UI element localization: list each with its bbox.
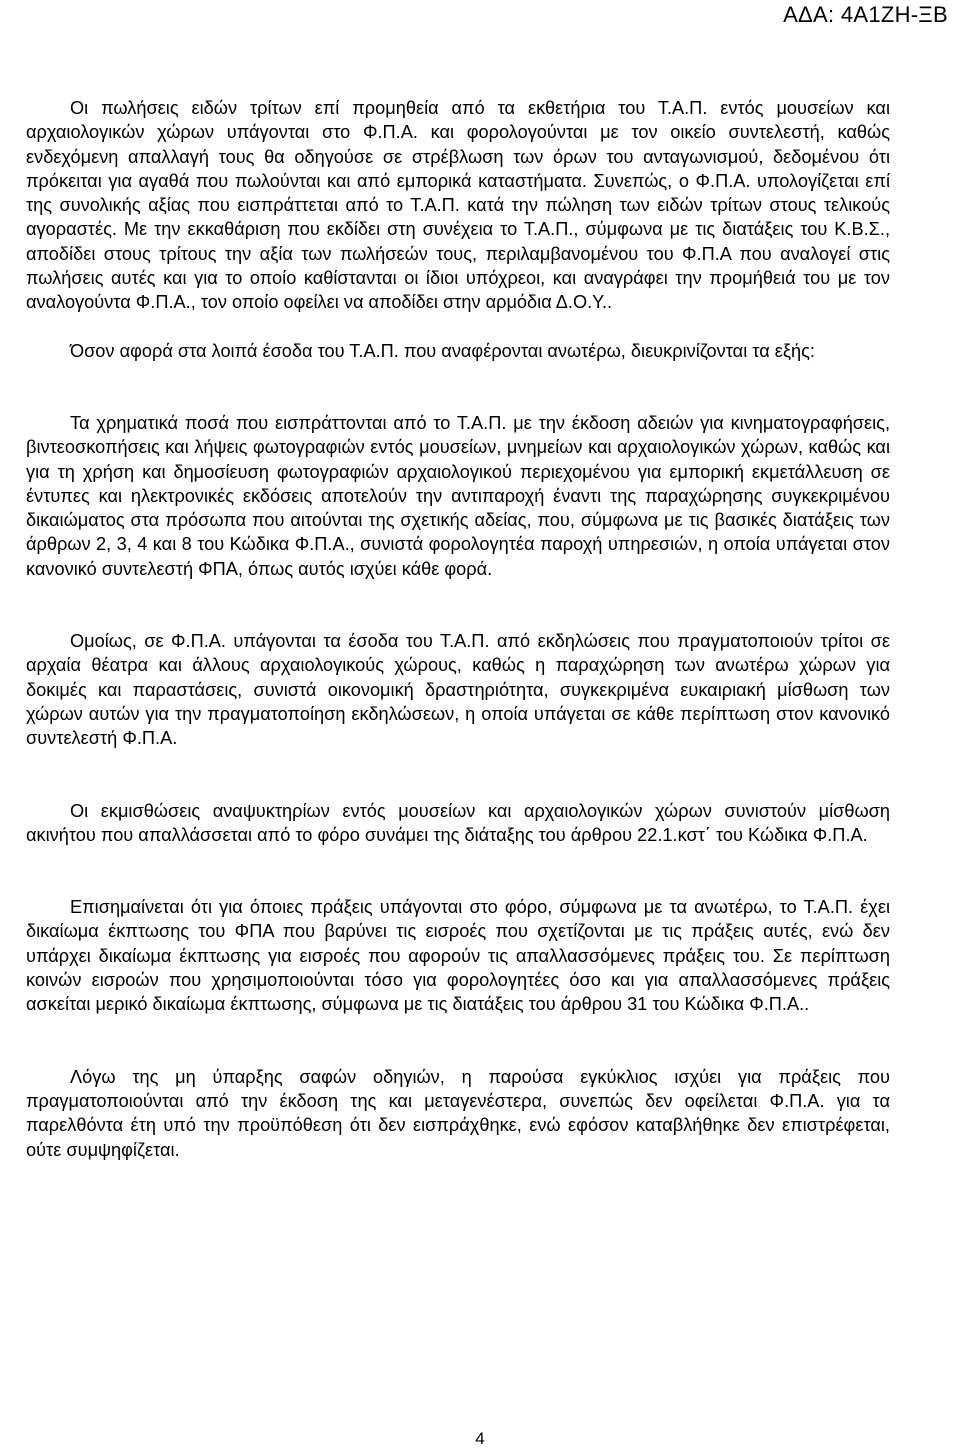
paragraph-gap (26, 581, 890, 629)
paragraph-effective-date: Λόγω της μη ύπαρξης σαφών οδηγιών, η παρούσα εγκύκλιος ισχύει για πράξεις που πραγματοποιούνται από την έκδοση της και μεταγενέστερα, συνεπώς δεν οφείλεται Φ.Π.Α. για τα παρελθόντα έτη υπό την προϋπόθεση ότι δεν εισπράχθηκε, ενώ εφόσον καταβλήθηκε δεν επιστρέφεται, ούτε συμψηφίζεται. (26, 1066, 890, 1160)
page-number: 4 (475, 1429, 485, 1448)
paragraph-refreshment-leases: Οι εκμισθώσεις αναψυκτηρίων εντός μουσείων και αρχαιολογικών χώρων συνιστούν μίσθωση ακινήτου που απαλλάσσεται από το φόρο συνάμει της διάταξης του άρθρου 22.1.κστ΄ του Κώδικα Φ.Π.Α. (26, 800, 890, 845)
paragraph-other-revenues: Όσον αφορά στα λοιπά έσοδα του Τ.Α.Π. που αναφέρονται ανωτέρω, διευκρινίζονται τα εξής: (70, 340, 815, 361)
paragraph-filming-licenses: Τα χρηματικά ποσά που εισπράττονται από το Τ.Α.Π. με την έκδοση αδειών για κινηματογραφήσεις, βιντεοσκοπήσεις και λήψεις φωτογραφιών εντός μουσείων, μνημείων και αρχαιολογικών χώρων, καθώς και για τη χρήση και δημοσίευση φωτογραφιών αρχαιολογικού περιεχομένου για εμπορική εκμετάλλευση σε έντυπες και ηλεκτρονικές εκδόσεις αποτελούν την αντιπαροχή έναντι της παραχώρησης συγκεκριμένου δικαιώματος στα πρόσωπα που αιτούνται της σχετικής αδείας, που, σύμφωνα με τις βασικές διατάξεις των άρθρων 2, 3, 4 και 8 του Κώδικα Φ.Π.Α., συνιστά φορολογητέα παροχή υπηρεσιών, η οποία υπάγεται στον κανονικό συντελεστή ΦΠΑ, όπως αυτός ισχύει κάθε φορά. (26, 412, 890, 579)
paragraph-theatre-events: Ομοίως, σε Φ.Π.Α. υπάγονται τα έσοδα του Τ.Α.Π. από εκδηλώσεις που πραγματοποιούν τρίτοι σε αρχαία θέατρα και άλλους αρχαιολογικούς χώρους, καθώς η παραχώρηση των ανωτέρω χώρων για δοκιμές και παραστάσεις, συνιστά οικονομική δραστηριότητα, συγκεκριμένα ευκαιριακή μίσθωση των χώρων αυτών για την πραγματοποίηση εκδηλώσεων, η οποία υπάγεται σε κάθε περίπτωση στον κανονικό συντελεστή Φ.Π.Α. (26, 631, 890, 749)
paragraph-gap (26, 315, 890, 339)
paragraph-third-party-sales: Οι πωλήσεις ειδών τρίτων επί προμηθεία από τα εκθετήρια του Τ.Α.Π. εντός μουσείων και αρχαιολογικών χώρων υπάγονται στο Φ.Π.Α. και φορολογούνται με τον οικείο συντελεστή, καθώς ενδεχόμενη απαλλαγή τους θα οδηγούσε σε στρέβλωση των όρων του ανταγωνισμού, δεδομένου ότι πρόκειται για αγαθά που πωλούνται και από εμπορικά καταστήματα. Συνεπώς, ο Φ.Π.Α. υπολογίζεται επί της συνολικής αξίας που εισπράττεται από το Τ.Α.Π. κατά την πώληση των ειδών τρίτων στους τελικούς αγοραστές. Με την εκκαθάριση που εκδίδει στη συνέχεια το Τ.Α.Π., σύμφωνα με τις διατάξεις του Κ.Β.Σ., αποδίδει στους τρίτους την αξία των πωλήσεών τους, περιλαμβανομένου του Φ.Π.Α που αναλογεί στις πωλήσεις αυτές και για το οποίο καθίστανται οι ίδιοι υπόχρεοι, και αναγράφει την προμήθειά του με τον αναλογούντα Φ.Π.Α., τον οποίο οφείλει να αποδίδει στην αρμόδια Δ.Ο.Υ.. (26, 98, 890, 313)
paragraph-gap (26, 847, 890, 895)
ada-code-header: ΑΔΑ: 4Α1ΖΗ-ΞΒ (783, 2, 948, 27)
paragraph-input-deduction: Επισημαίνεται ότι για όποιες πράξεις υπάγονται στο φόρο, σύμφωνα με τα ανωτέρω, το Τ.Α.Π. έχει δικαίωμα έκπτωσης του ΦΠΑ που βαρύνει τις εισροές που σχετίζονται με τις πράξεις αυτές, ενώ δεν υπάρχει δικαίωμα έκπτωσης για εισροές που αφορούν τις απαλλασσόμενες πράξεις του. Σε περίπτωση κοινών εισροών που χρησιμοποιούνται τόσο για φορολογητέες όσο και για απαλλασσόμενες πράξεις ασκείται μερικό δικαίωμα έκπτωσης, σύμφωνα με τις διατάξεις του άρθρου 31 του Κώδικα Φ.Π.Α.. (26, 897, 890, 1015)
paragraph-gap (26, 1017, 890, 1065)
paragraph-gap (26, 363, 890, 411)
document-body (26, 96, 890, 1162)
paragraph-gap (26, 751, 890, 799)
